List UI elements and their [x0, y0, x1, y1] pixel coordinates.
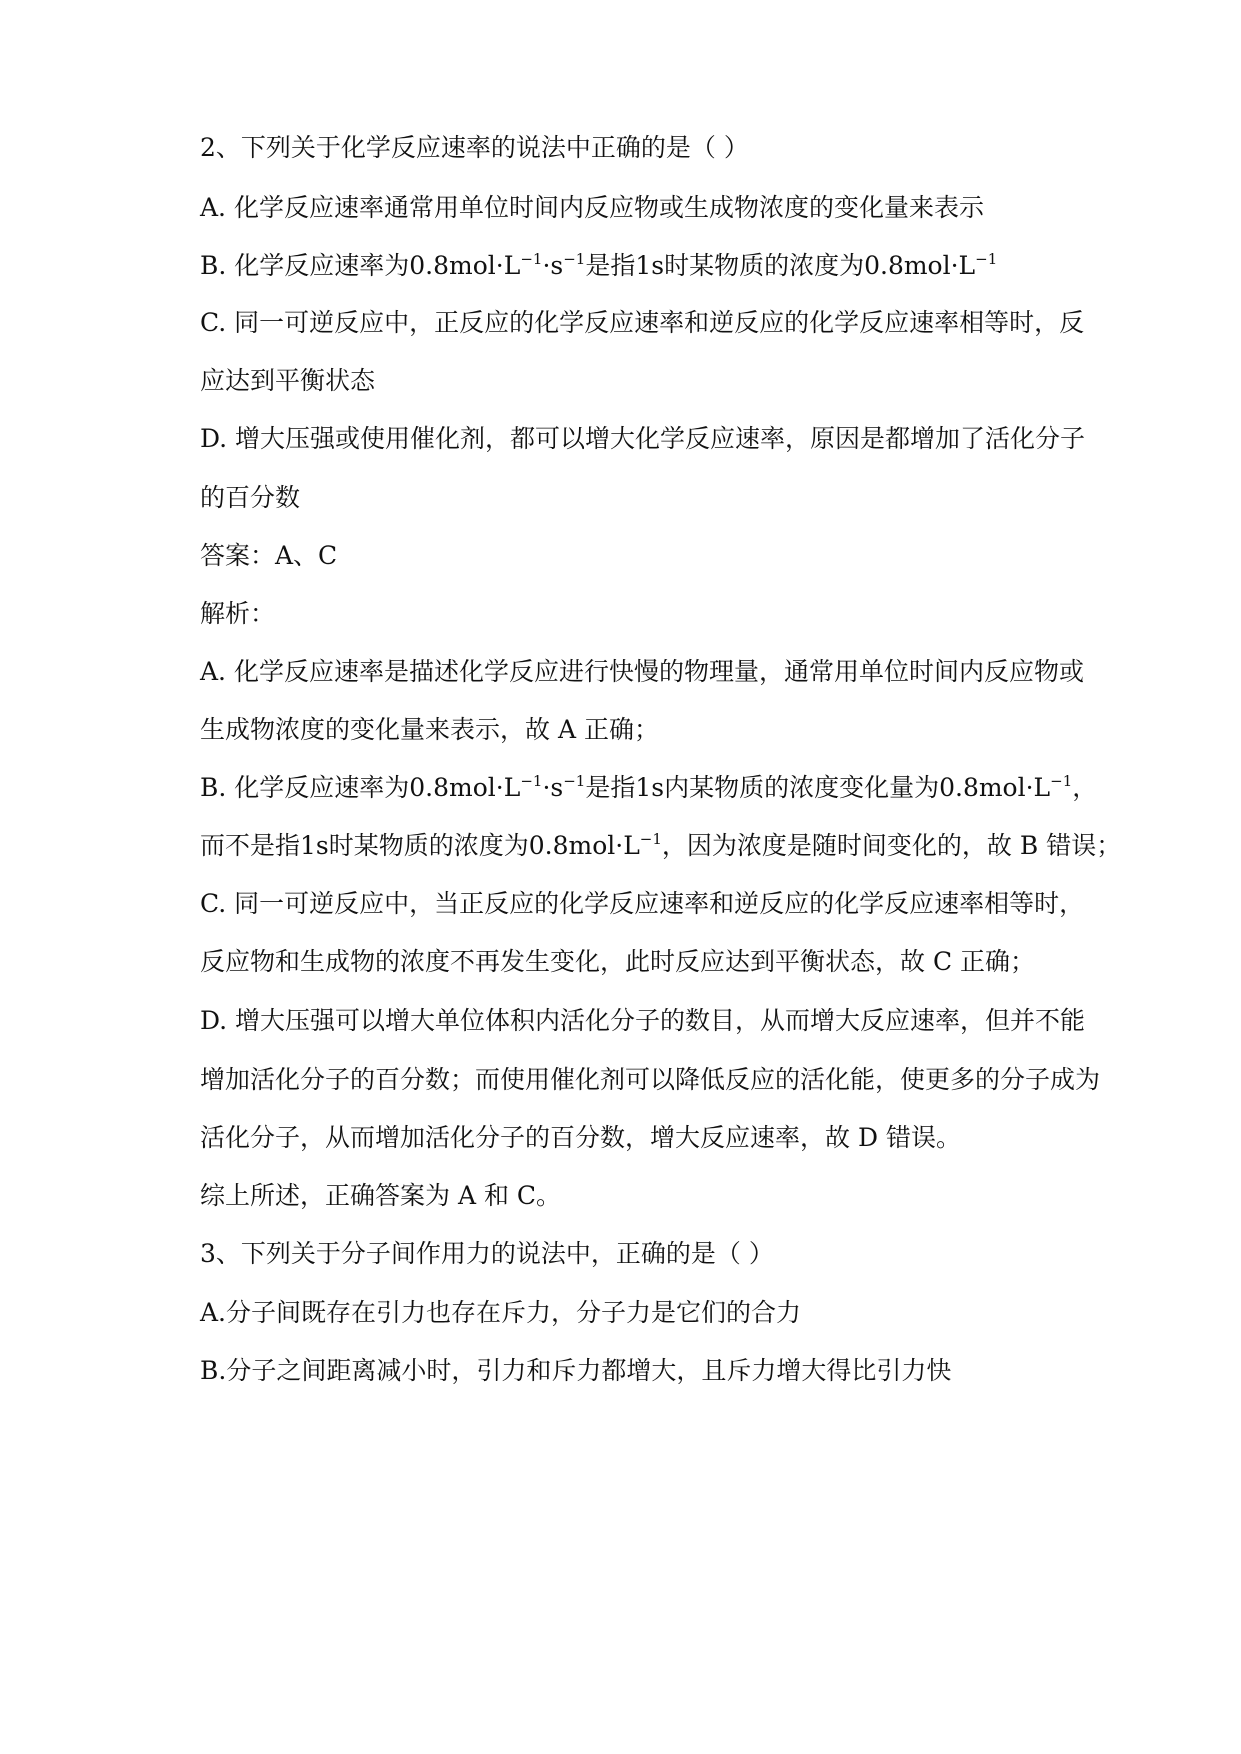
- analysis-d-line-2: 增加活化分子的百分数；而使用催化剂可以降低反应的活化能，使更多的分子成为: [200, 1065, 1101, 1094]
- analysis-c-line-2: 反应物和生成物的浓度不再发生变化，此时反应达到平衡状态，故 C 正确；: [200, 947, 1036, 976]
- analysis-b-line-1: [200, 771, 1100, 805]
- analysis-a-line-1: A. 化学反应速率是描述化学反应进行快慢的物理量，通常用单位时间内反应物或: [200, 657, 1084, 686]
- analysis-b2-text-1: 而不是指1s时某物质的浓度为0.8mol·L: [200, 831, 640, 860]
- question-2-option-c-line-2: 应达到平衡状态: [200, 366, 376, 395]
- analysis-summary: 综上所述，正确答案为 A 和 C。: [200, 1181, 562, 1210]
- option-b-exponent-1: −1: [520, 250, 543, 268]
- question-2-option-c-line-1: C. 同一可逆反应中，正反应的化学反应速率和逆反应的化学反应速率相等时，反: [200, 308, 1085, 337]
- question-2-option-a: A. 化学反应速率通常用单位时间内反应物或生成物浓度的变化量来表示: [200, 193, 984, 222]
- analysis-b-text-2: ·s: [542, 773, 564, 802]
- analysis-b-text-3: 是指1s内某物质的浓度变化量为0.8mol·L: [585, 773, 1051, 802]
- question-3-option-b: B.分子之间距离减小时，引力和斥力都增大，且斥力增大得比引力快: [200, 1356, 952, 1385]
- analysis-b2-exponent-1: −1: [639, 830, 662, 848]
- analysis-b-exponent-3: −1: [1050, 772, 1073, 790]
- option-b-exponent-3: −1: [975, 250, 998, 268]
- analysis-b2-text-2: ，因为浓度是随时间变化的，故 B 错误；: [661, 831, 1122, 860]
- analysis-c-line-1: C. 同一可逆反应中，当正反应的化学反应速率和逆反应的化学反应速率相等时，: [200, 889, 1085, 918]
- option-b-text-3: 是指1s时某物质的浓度为0.8mol·L: [585, 251, 976, 280]
- analysis-b-text-1: B. 化学反应速率为0.8mol·L: [200, 773, 521, 802]
- question-2-option-b: [200, 249, 1100, 283]
- question-2-option-d-line-1: D. 增大压强或使用催化剂，都可以增大化学反应速率，原因是都增加了活化分子: [200, 424, 1086, 453]
- option-b-exponent-2: −1: [563, 250, 586, 268]
- analysis-a-line-2: 生成物浓度的变化量来表示，故 A 正确；: [200, 715, 659, 744]
- question-3-stem: 3、下列关于分子间作用力的说法中，正确的是（ ）: [200, 1239, 774, 1268]
- option-b-text-1: B. 化学反应速率为0.8mol·L: [200, 251, 521, 280]
- question-3-option-a: A.分子间既存在引力也存在斥力，分子力是它们的合力: [200, 1298, 802, 1327]
- analysis-heading: 解析：: [200, 599, 276, 628]
- analysis-d-line-3: 活化分子，从而增加活化分子的百分数，增大反应速率，故 D 错误。: [200, 1123, 961, 1152]
- option-b-text-2: ·s: [542, 251, 564, 280]
- analysis-d-line-1: D. 增大压强可以增大单位体积内活化分子的数目，从而增大反应速率，但并不能: [200, 1006, 1086, 1035]
- analysis-b-exponent-2: −1: [563, 772, 586, 790]
- question-2-answer: 答案：A、C: [200, 541, 338, 570]
- question-2-stem: 2、下列关于化学反应速率的说法中正确的是（ ）: [200, 133, 749, 162]
- analysis-b-exponent-1: −1: [520, 772, 543, 790]
- analysis-b-line-2: [200, 829, 1122, 863]
- question-2-option-d-line-2: 的百分数: [200, 483, 301, 512]
- analysis-b-text-4: ，: [1072, 773, 1098, 802]
